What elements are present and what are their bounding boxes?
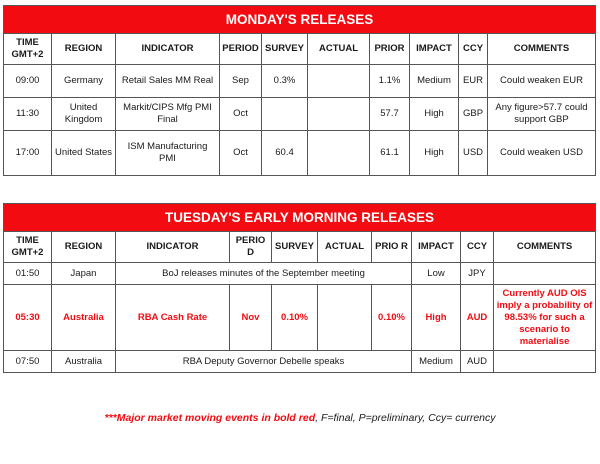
prior-cell: 0.10% (372, 285, 412, 351)
region-cell: United Kingdom (52, 98, 116, 131)
indicator-cell: Markit/CIPS Mfg PMI Final (116, 98, 220, 131)
comments-cell (494, 263, 596, 285)
header-region: REGION (52, 34, 116, 65)
header-comments: COMMENTS (494, 232, 596, 263)
tuesday-releases-table (3, 203, 596, 373)
impact-cell: Medium (410, 65, 459, 98)
event-cell: BoJ releases minutes of the September meeting (116, 263, 412, 285)
actual-cell (308, 131, 370, 176)
table-row (4, 98, 596, 131)
period-cell: Oct (220, 131, 262, 176)
header-survey: SURVEY (262, 34, 308, 65)
header-period: PERIOD (220, 34, 262, 65)
actual-cell (318, 285, 372, 351)
header-time: TIME GMT+2 (4, 232, 52, 263)
table-row (4, 263, 596, 285)
header-ccy: CCY (461, 232, 494, 263)
survey-cell: 0.3% (262, 65, 308, 98)
header-impact: IMPACT (412, 232, 461, 263)
table-row (4, 351, 596, 373)
header-prior: PRIOR (370, 34, 410, 65)
header-prior: PRIO R (372, 232, 412, 263)
indicator-cell: RBA Cash Rate (116, 285, 230, 351)
impact-cell: Low (412, 263, 461, 285)
prior-cell: 61.1 (370, 131, 410, 176)
monday-title: MONDAY'S RELEASES (4, 6, 596, 34)
header-time: TIME GMT+2 (4, 34, 52, 65)
header-impact: IMPACT (410, 34, 459, 65)
table-row (4, 65, 596, 98)
tuesday-title: TUESDAY'S EARLY MORNING RELEASES (4, 204, 596, 232)
header-ccy: CCY (459, 34, 488, 65)
time-cell: 01:50 (4, 263, 52, 285)
header-indicator: INDICATOR (116, 34, 220, 65)
comments-cell: Could weaken USD (488, 131, 596, 176)
comments-cell: Any figure>57.7 could support GBP (488, 98, 596, 131)
indicator-cell: ISM Manufacturing PMI (116, 131, 220, 176)
survey-cell (262, 98, 308, 131)
time-cell: 17:00 (4, 131, 52, 176)
table-row (4, 285, 596, 351)
comments-cell: Currently AUD OIS imply a probability of 98.53% for such a scenario to materialise (494, 285, 596, 351)
footnote-rest: , F=final, P=preliminary, Ccy= currency (315, 412, 496, 424)
time-cell: 05:30 (4, 285, 52, 351)
prior-cell: 1.1% (370, 65, 410, 98)
survey-cell: 60.4 (262, 131, 308, 176)
region-cell: Germany (52, 65, 116, 98)
impact-cell: High (410, 131, 459, 176)
region-cell: United States (52, 131, 116, 176)
header-indicator: INDICATOR (116, 232, 230, 263)
region-cell: Australia (52, 285, 116, 351)
header-region: REGION (52, 232, 116, 263)
table-row (4, 131, 596, 176)
period-cell: Oct (220, 98, 262, 131)
impact-cell: High (412, 285, 461, 351)
header-actual: ACTUAL (318, 232, 372, 263)
survey-cell: 0.10% (272, 285, 318, 351)
time-cell: 07:50 (4, 351, 52, 373)
period-cell: Sep (220, 65, 262, 98)
region-cell: Australia (52, 351, 116, 373)
actual-cell (308, 98, 370, 131)
indicator-cell: Retail Sales MM Real (116, 65, 220, 98)
footnote-bold: ***Major market moving events in bold red (104, 412, 316, 424)
header-actual: ACTUAL (308, 34, 370, 65)
comments-cell (494, 351, 596, 373)
header-comments: COMMENTS (488, 34, 596, 65)
prior-cell: 57.7 (370, 98, 410, 131)
impact-cell: High (410, 98, 459, 131)
region-cell: Japan (52, 263, 116, 285)
monday-releases-table (3, 5, 596, 176)
ccy-cell: GBP (459, 98, 488, 131)
tuesday-header-row (4, 232, 596, 263)
time-cell: 09:00 (4, 65, 52, 98)
header-period: PERIO D (230, 232, 272, 263)
ccy-cell: EUR (459, 65, 488, 98)
comments-cell: Could weaken EUR (488, 65, 596, 98)
period-cell: Nov (230, 285, 272, 351)
ccy-cell: AUD (461, 351, 494, 373)
ccy-cell: USD (459, 131, 488, 176)
footnote (0, 412, 600, 424)
impact-cell: Medium (412, 351, 461, 373)
monday-header-row (4, 34, 596, 65)
ccy-cell: AUD (461, 285, 494, 351)
actual-cell (308, 65, 370, 98)
header-survey: SURVEY (272, 232, 318, 263)
ccy-cell: JPY (461, 263, 494, 285)
event-cell: RBA Deputy Governor Debelle speaks (116, 351, 412, 373)
time-cell: 11:30 (4, 98, 52, 131)
